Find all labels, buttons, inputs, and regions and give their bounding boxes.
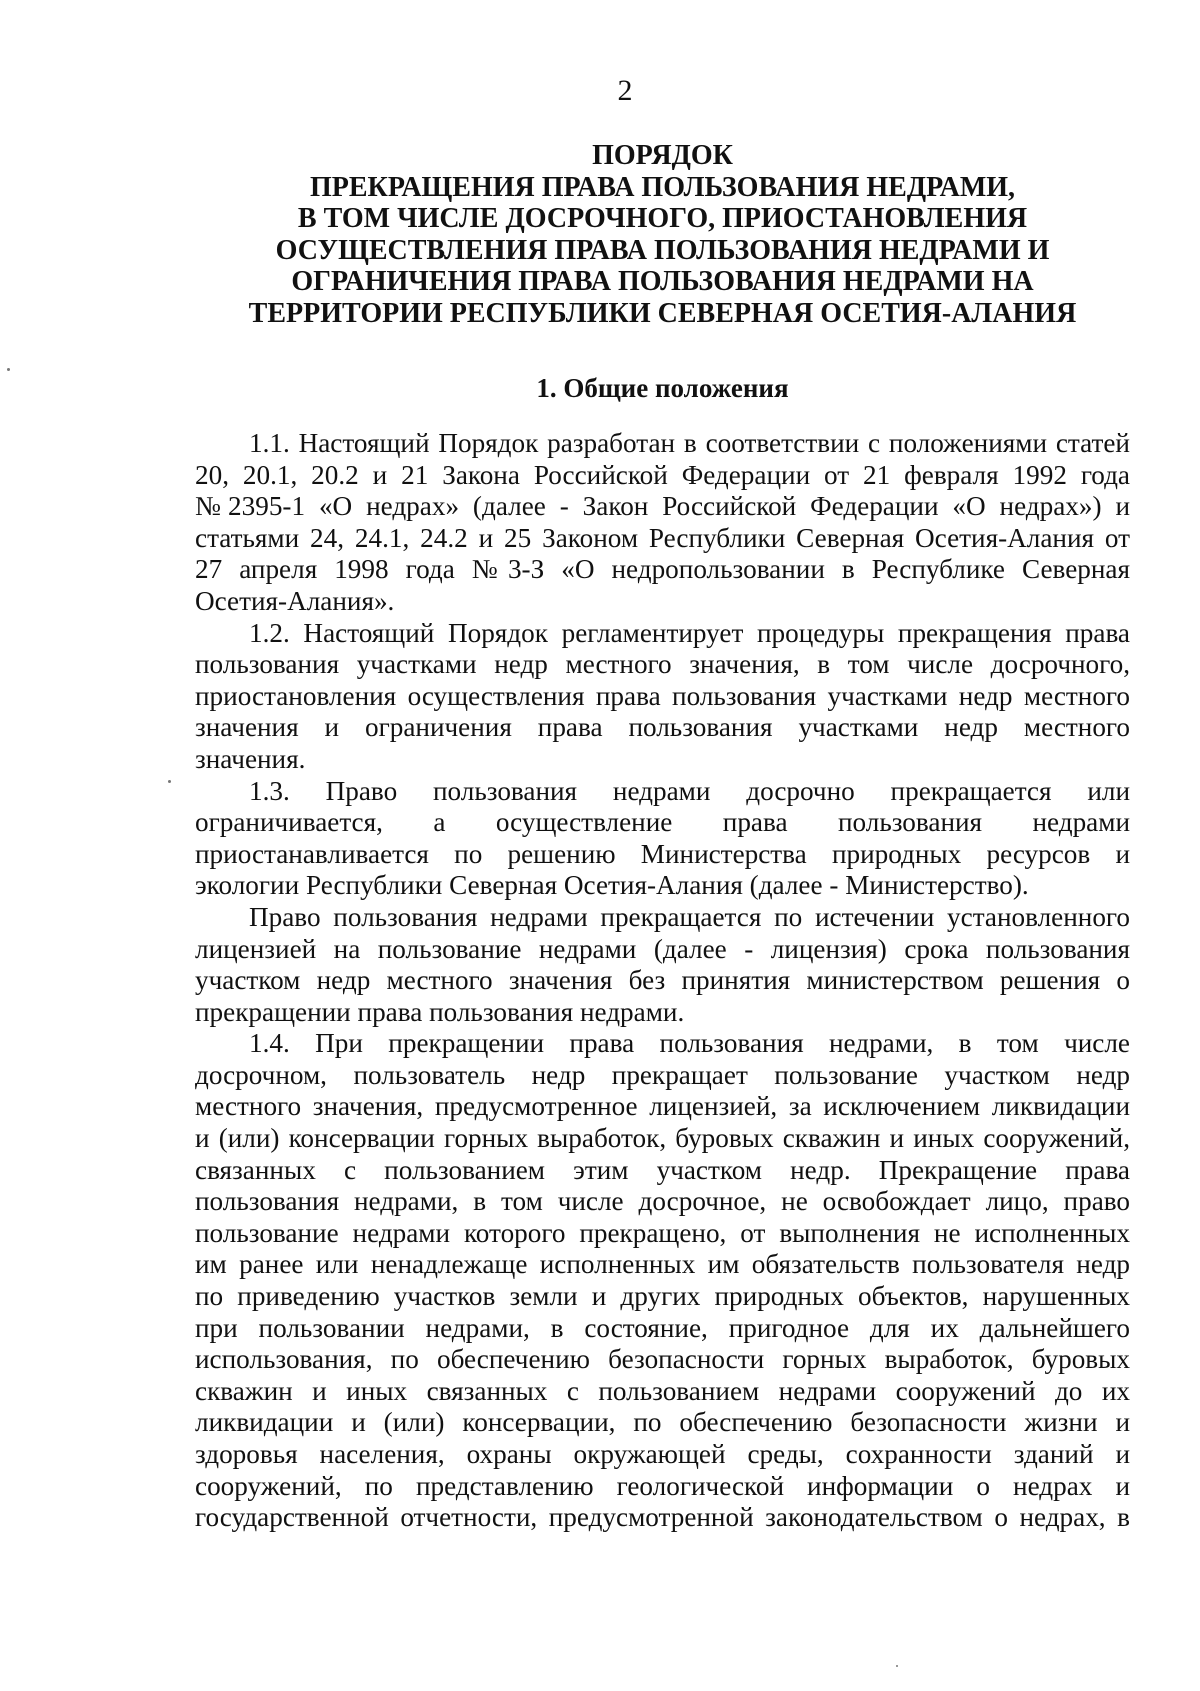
text-line: 1.3. Право пользования недрами досрочно прекращается или [249,775,1130,806]
text-line: здоровья населения, охраны окружающей среды, сохранности зданий и [195,1439,1130,1469]
text-line: досрочном, пользователь недр прекращает пользование участком недр [195,1059,1130,1090]
text-line: 1.1. Настоящий Порядок разработан в соответствии с положениями статей [249,428,1130,458]
text-line: ограничивается, а осуществление права пользования недрами [195,807,1130,838]
text-line: пользования участками недр местного значения, в том числе досрочного, [195,649,1130,680]
text-line: №2395-1 «О недрах» (далее - Закон Российской Федерации «О недрах») и [195,491,1130,522]
text-line: местного значения, предусмотренное лицензией, за исключением ликвидации [195,1091,1130,1122]
text-line: при пользовании недрами, в состояние, пригодное для их дальнейшего [195,1312,1130,1343]
text-line: экологии Республики Северная Осетия-Алания (далее - Министерство). [195,870,1029,901]
page-number: 2 [617,74,633,107]
text-line: прекращении права пользования недрами. [195,996,685,1027]
text-line: 20, 20.1, 20.2 и 21 Закона Российской Федерации от 21 февраля 1992 года [195,459,1130,490]
scan-speck [896,1665,898,1667]
text-line: Право пользования недрами прекращается по истечении установленного [249,901,1130,932]
text-line: и (или) консервации горных выработок, буровых скважин и иных сооружений, [195,1123,1130,1154]
text-line: приостановления осуществления права пользования участками недр местного [195,680,1130,711]
text-line: 27 апреля 1998 года №3-З «О недропользовании в Республике Северная [195,554,1130,585]
text-line: значения и ограничения права пользования участками недр местного [195,712,1130,743]
text-line: лицензией на пользование недрами (далее - лицензия) срока пользования [195,933,1130,964]
text-line: связанных с пользованием этим участком недр. Прекращение права [195,1154,1130,1185]
text-line: значения. [195,743,306,774]
text-line: статьями 24, 24.1, 24.2 и 25 Законом Республики Северная Осетия-Алания от [195,522,1130,553]
paragraph-1-2 [195,618,1130,776]
title-line: ПРЕКРАЩЕНИЯ ПРАВА ПОЛЬЗОВАНИЯ НЕДРАМИ, [309,171,1016,203]
scan-speck [7,368,10,371]
text-line: пользование недрами которого прекращено, от выполнения не исполненных [195,1217,1130,1248]
paragraph-1-3-continued [195,902,1130,1028]
text-line: по приведению участков земли и других природных объектов, нарушенных [195,1281,1130,1312]
text-line: государственной отчетности, предусмотренной законодательством о недрах, в [195,1502,1130,1533]
text-line: им ранее или ненадлежаще исполненных им обязательств пользователя недр [195,1249,1130,1280]
text-line: приостанавливается по решению Министерства природных ресурсов и [195,838,1130,869]
text-line: 1.4. При прекращении права пользования недрами, в том числе [249,1028,1130,1059]
document-title [195,140,1130,329]
text-line: сооружений, по представлению геологической информации о недрах и [195,1470,1130,1501]
text-line: 1.2. Настоящий Порядок регламентирует процедуры прекращения права [249,617,1130,648]
paragraph-1-4 [195,1028,1130,1534]
text-line: использования, по обеспечению безопасности горных выработок, буровых [195,1344,1130,1375]
text-line: скважин и иных связанных с пользованием недрами сооружений до их [195,1375,1130,1406]
body-text [195,428,1130,1534]
paragraph-1-3 [195,776,1130,902]
text-line: участком недр местного значения без принятия министерством решения о [195,965,1130,996]
title-line: В ТОМ ЧИСЛЕ ДОСРОЧНОГО, ПРИОСТАНОВЛЕНИЯ [297,203,1028,234]
text-line: ликвидации и (или) консервации, по обеспечению безопасности жизни и [195,1407,1130,1438]
title-line: ПОРЯДОК [592,140,733,171]
title-line: ОГРАНИЧЕНИЯ ПРАВА ПОЛЬЗОВАНИЯ НЕДРАМИ НА [291,266,1034,297]
text-line: пользования недрами, в том числе досрочное, не освобождает лицо, право [195,1186,1130,1217]
title-line: ТЕРРИТОРИИ РЕСПУБЛИКИ СЕВЕРНАЯ ОСЕТИЯ-АЛАНИЯ [248,297,1077,329]
title-line: ОСУЩЕСТВЛЕНИЯ ПРАВА ПОЛЬЗОВАНИЯ НЕДРАМИ И [275,234,1050,266]
scan-speck [168,780,171,783]
text-line: Осетия-Алания». [195,585,395,616]
paragraph-1-1 [195,428,1130,618]
section-heading: 1. Общие положения [536,373,789,403]
